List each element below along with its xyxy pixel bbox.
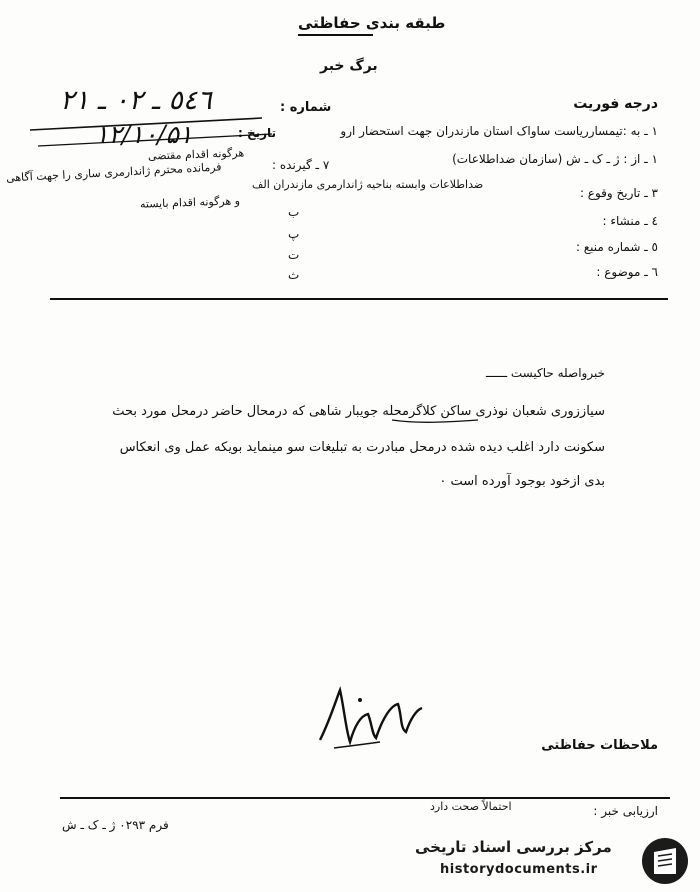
name-underline: [0, 0, 700, 430]
recipients-line-1: ضداطلاعات وابسته بناحیه ژاندارمری مازندران الف: [252, 178, 484, 191]
field-to: ۱ ـ به :تیمسارریاست ساواک استان مازندران جهت استحضار ارو: [340, 124, 658, 138]
field-report-date: ۳ ـ تاریخ وقوع :: [579, 186, 658, 200]
recipients-label: ۷ ـ گیرنده :: [272, 158, 330, 172]
field-source-number: ٥ ـ شماره منبع :: [575, 240, 658, 254]
footer-divider: [60, 797, 670, 799]
urgency-label: درجه فوریت: [573, 96, 658, 112]
body-line-1: سیاززوری شعبان نوذری ساکن کلاگرمحله جویبار شاهی که درمحال حاضر درمحل مورد بحث: [112, 404, 605, 419]
field-subject: ٦ ـ موضوع :: [596, 265, 658, 279]
recipient-letter-p: پ: [288, 227, 300, 241]
classification-heading: طبقه بندی حفاظتی: [298, 14, 446, 32]
form-code: فرم ۰۲۹۳ ژ ـ ک ـ ش: [62, 818, 169, 832]
recipient-letter-t: ت: [288, 248, 300, 262]
margin-note-3: و هرگونه اقدام بایسته: [139, 194, 241, 211]
form-title: برگ خبر: [320, 58, 378, 74]
handwritten-date: ۱۲/۱۰/۵۱: [95, 120, 193, 149]
watermark-logo: [638, 834, 692, 888]
security-remarks-label: ملاحظات حفاظتی: [541, 738, 658, 753]
body-line-2: سکونت دارد اغلب دیده شده درمحل مبادرت به تبلیغات سو مینماید بویکه عمل وی انعکاس: [119, 440, 605, 455]
field-source: ٤ ـ منشاء :: [602, 214, 658, 228]
margin-note-2: فرمانده محترم ژاندارمری ساری را جهت آگاهی: [5, 160, 222, 185]
signature-label: [560, 702, 568, 703]
watermark-url: historydocuments.ir: [440, 862, 598, 877]
field-from: ۱ ـ از : ژ ـ ک ـ ش (سازمان ضداطلاعات): [452, 152, 658, 166]
evaluation-value: احتمالاً صحت دارد: [430, 800, 512, 813]
recipient-letter-s: ث: [288, 268, 300, 282]
handwritten-number: ٥٤٦ ـ ۰۲ ـ ۲۱: [60, 85, 212, 116]
watermark-title: مرکز بررسی اسناد تاریخی: [415, 838, 612, 856]
number-label: شماره :: [280, 100, 332, 115]
date-label: تاریخ :: [238, 126, 277, 140]
recipient-letter-b: ب: [288, 205, 300, 219]
signature: [310, 680, 430, 760]
margin-note-1: هرگونه اقدام مقتضی: [147, 146, 245, 163]
body-heading: خبرواصله حاکیست ــــــ: [485, 366, 605, 380]
body-line-3: بدی ازخود بوجود آورده است ٠: [439, 474, 605, 489]
evaluation-label: ارزیابی خبر :: [593, 804, 658, 818]
